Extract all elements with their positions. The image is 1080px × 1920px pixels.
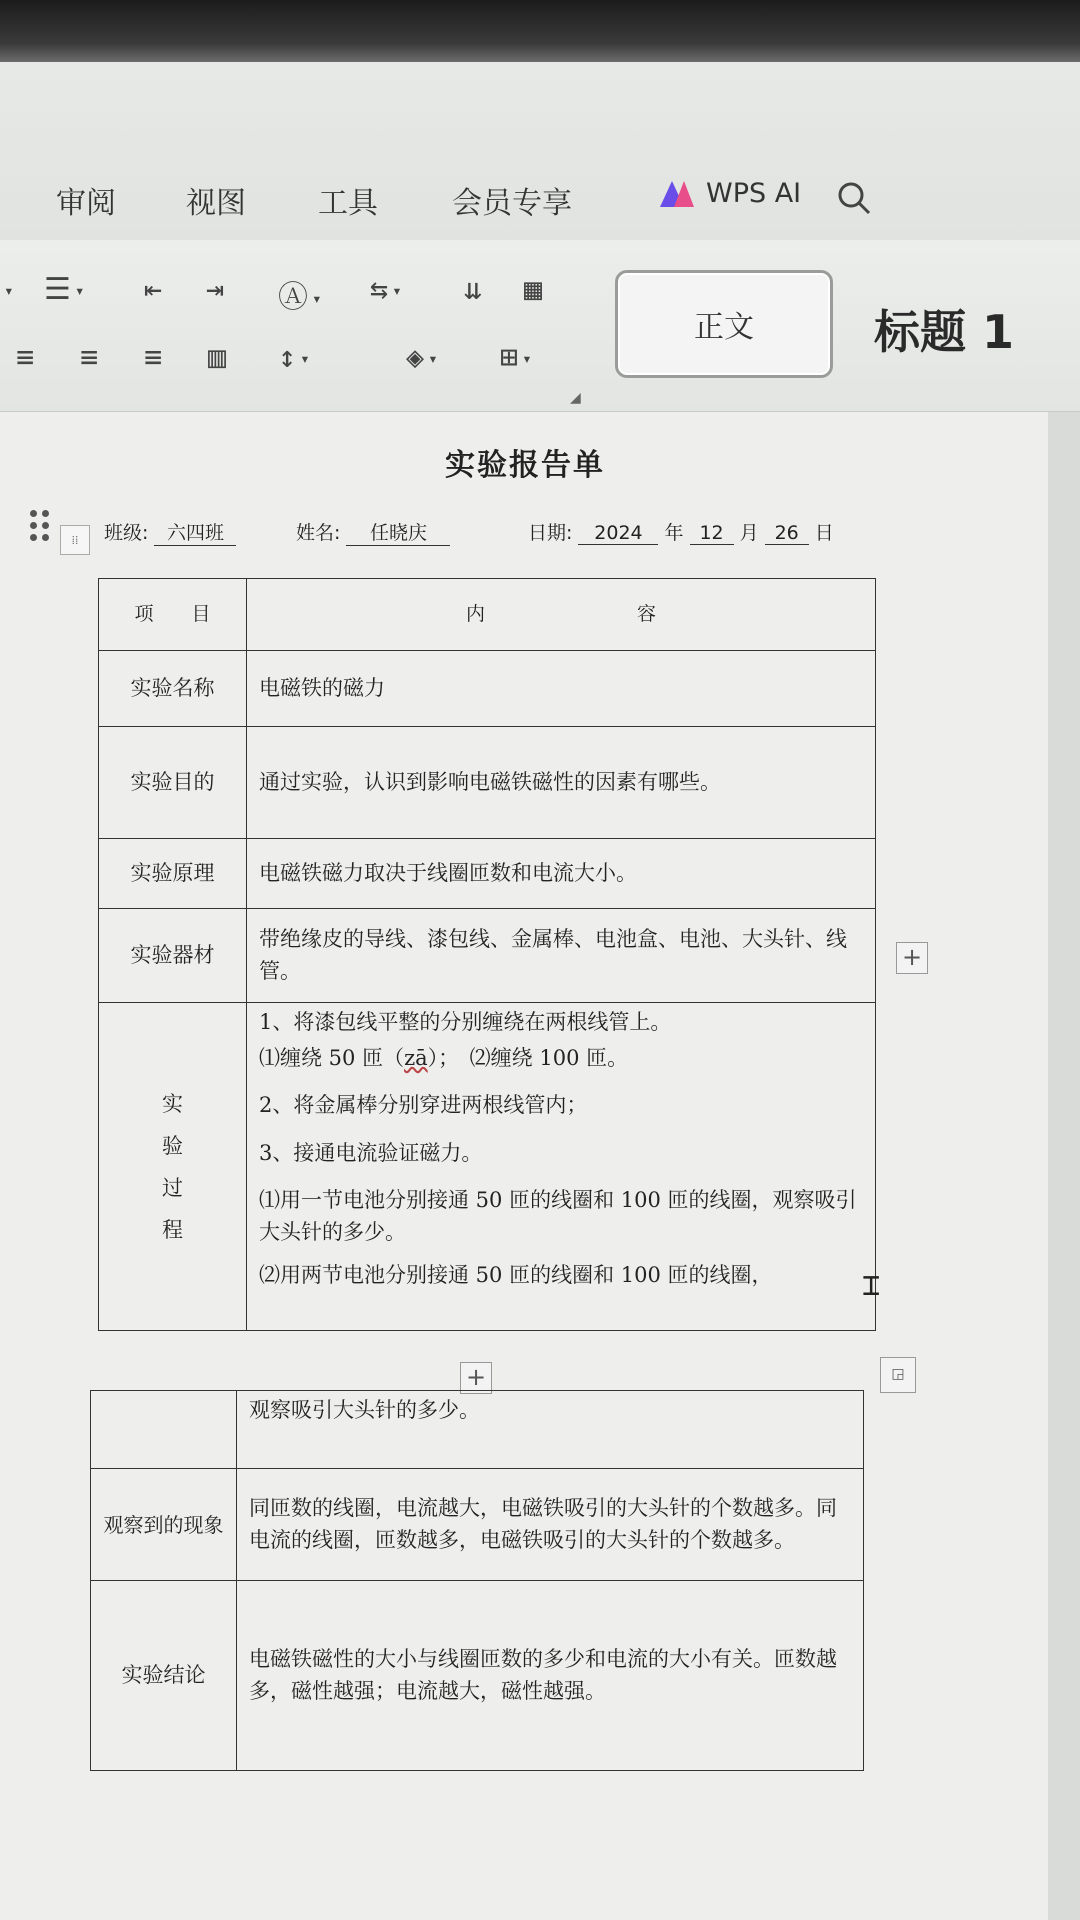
table-row — [99, 727, 876, 839]
class-field — [104, 518, 236, 546]
row-label-continued[interactable] — [91, 1391, 237, 1469]
table-row — [99, 651, 876, 727]
numbered-list-icon[interactable]: ☰ ▾ — [44, 272, 85, 307]
date-year: 2024 — [578, 522, 658, 545]
table-grid-icon[interactable]: ▦ — [524, 272, 543, 307]
border-icon[interactable]: ⊞ ▾ — [500, 340, 532, 375]
row-label-equipment[interactable]: 实验器材 — [99, 909, 247, 1003]
menu-tools[interactable]: 工具 — [318, 186, 378, 221]
text-direction-icon[interactable]: Ⓐ ▾ — [278, 280, 322, 315]
sort-icon[interactable]: ⇊ — [464, 272, 483, 307]
name-field — [296, 518, 450, 546]
monitor-bezel — [0, 0, 1080, 62]
align-left-icon[interactable]: ≡ — [16, 340, 35, 375]
add-row-button[interactable]: + — [460, 1362, 492, 1394]
date-day-unit: 日 — [814, 522, 834, 544]
menu-review[interactable]: 审阅 — [56, 186, 116, 221]
date-label: 日期: — [528, 522, 573, 544]
date-day: 26 — [765, 522, 809, 545]
date-month-unit: 月 — [739, 522, 759, 544]
ribbon-expand-icon[interactable]: ◢ — [570, 390, 581, 406]
line-spacing-icon[interactable]: ↕ ▾ — [278, 340, 310, 375]
row-label-name[interactable]: 实验名称 — [99, 651, 247, 727]
wps-ai-button[interactable] — [660, 178, 801, 209]
table-row — [91, 1469, 864, 1581]
header-content[interactable]: 内 容 — [247, 579, 876, 651]
menu-member[interactable]: 会员专享 — [452, 186, 572, 221]
table-row — [99, 839, 876, 909]
process-step3b: ⑵用两节电池分别接通 50 匝的线圈和 100 匝的线圈， — [259, 1263, 773, 1287]
table-row-process — [99, 1003, 876, 1331]
table-header-row — [99, 579, 876, 651]
date-field — [528, 518, 834, 545]
name-value: 任晓庆 — [346, 518, 450, 546]
date-month: 12 — [690, 522, 734, 545]
row-content-conclusion[interactable]: 电磁铁磁性的大小与线圈匝数的多少和电流的大小有关。匝数越多，磁性越强；电流越大，磁性越强。 — [237, 1581, 864, 1771]
row-content-continued[interactable]: 观察吸引大头针的多少。 — [237, 1391, 864, 1469]
swap-icon[interactable]: ⇆ ▾ — [370, 272, 402, 307]
search-icon[interactable] — [836, 180, 872, 216]
process-char: 验 — [162, 1133, 183, 1158]
table-row — [99, 909, 876, 1003]
class-value: 六四班 — [154, 518, 236, 546]
process-step1b: ）； ⑵缠绕 100 匝。 — [427, 1045, 629, 1070]
process-step1a: ⑴缠绕 50 匝（ — [259, 1045, 405, 1070]
table-drag-handle-icon[interactable] — [30, 510, 52, 550]
row-content-equipment[interactable]: 带绝缘皮的导线、漆包线、金属棒、电池盒、电池、大头针、线管。 — [247, 909, 876, 1003]
add-column-button[interactable]: + — [896, 942, 928, 974]
row-content-name[interactable]: 电磁铁的磁力 — [247, 651, 876, 727]
dropdown-arrow-icon[interactable]: ▾ — [4, 281, 14, 300]
increase-indent-icon[interactable]: ⇥ — [206, 272, 225, 307]
decrease-indent-icon[interactable]: ⇤ — [144, 272, 163, 307]
wps-ai-label: WPS AI — [706, 178, 802, 209]
process-step1-detail — [259, 1043, 863, 1075]
class-label: 班级: — [104, 522, 149, 544]
process-step3a: ⑴用一节电池分别接通 50 匝的线圈和 100 匝的线圈，观察吸引大头针的多少。 — [259, 1188, 857, 1244]
row-content-principle[interactable]: 电磁铁磁力取决于线圈匝数和电流大小。 — [247, 839, 876, 909]
row-content-purpose[interactable]: 通过实验，认识到影响电磁铁磁性的因素有哪些。 — [247, 727, 876, 839]
wps-ai-logo-icon — [660, 179, 696, 209]
row-label-purpose[interactable]: 实验目的 — [99, 727, 247, 839]
name-label: 姓名: — [296, 522, 341, 544]
align-center-icon[interactable]: ≡ — [80, 340, 99, 375]
table-row — [91, 1391, 864, 1469]
style-normal-button[interactable]: 正文 — [615, 270, 833, 378]
table-row — [91, 1581, 864, 1771]
process-step3: 3、接通电流验证磁力。 — [259, 1140, 483, 1165]
row-label-principle[interactable]: 实验原理 — [99, 839, 247, 909]
row-content-process[interactable] — [247, 1003, 876, 1331]
style-heading1-button[interactable]: 标题 1 — [874, 305, 1015, 359]
process-char: 过 — [162, 1175, 183, 1200]
align-right-icon[interactable]: ≡ — [144, 340, 163, 375]
row-label-conclusion[interactable]: 实验结论 — [91, 1581, 237, 1771]
process-char: 实 — [162, 1091, 183, 1116]
report-table-1 — [98, 578, 876, 1331]
row-content-observation[interactable]: 同匝数的线圈，电流越大，电磁铁吸引的大头针的个数越多。同电流的线圈，匝数越多，电磁铁吸引的大头针的个数越多。 — [237, 1469, 864, 1581]
row-label-observation[interactable]: 观察到的现象 — [91, 1469, 237, 1581]
process-step1: 1、将漆包线平整的分别缠绕在两根线管上。 — [259, 1010, 672, 1034]
text-cursor: ⌶ — [862, 1268, 881, 1303]
justify-icon[interactable]: ▥ — [208, 340, 227, 375]
date-year-unit: 年 — [664, 522, 684, 544]
row-label-process[interactable] — [99, 1003, 247, 1331]
page-title: 实验报告单 — [445, 448, 605, 483]
menu-view[interactable]: 视图 — [186, 186, 246, 221]
table-resize-icon[interactable]: ◲ — [880, 1357, 916, 1393]
shading-icon[interactable]: ◈ ▾ — [406, 340, 438, 375]
pinyin-za: zā — [404, 1045, 428, 1070]
process-step2: 2、将金属棒分别穿进两根线管内； — [259, 1093, 588, 1117]
report-table-2 — [90, 1390, 864, 1771]
header-item[interactable]: 项 目 — [99, 579, 247, 651]
process-char: 程 — [162, 1217, 183, 1242]
table-select-icon[interactable]: ⁞⁞ — [60, 525, 90, 555]
